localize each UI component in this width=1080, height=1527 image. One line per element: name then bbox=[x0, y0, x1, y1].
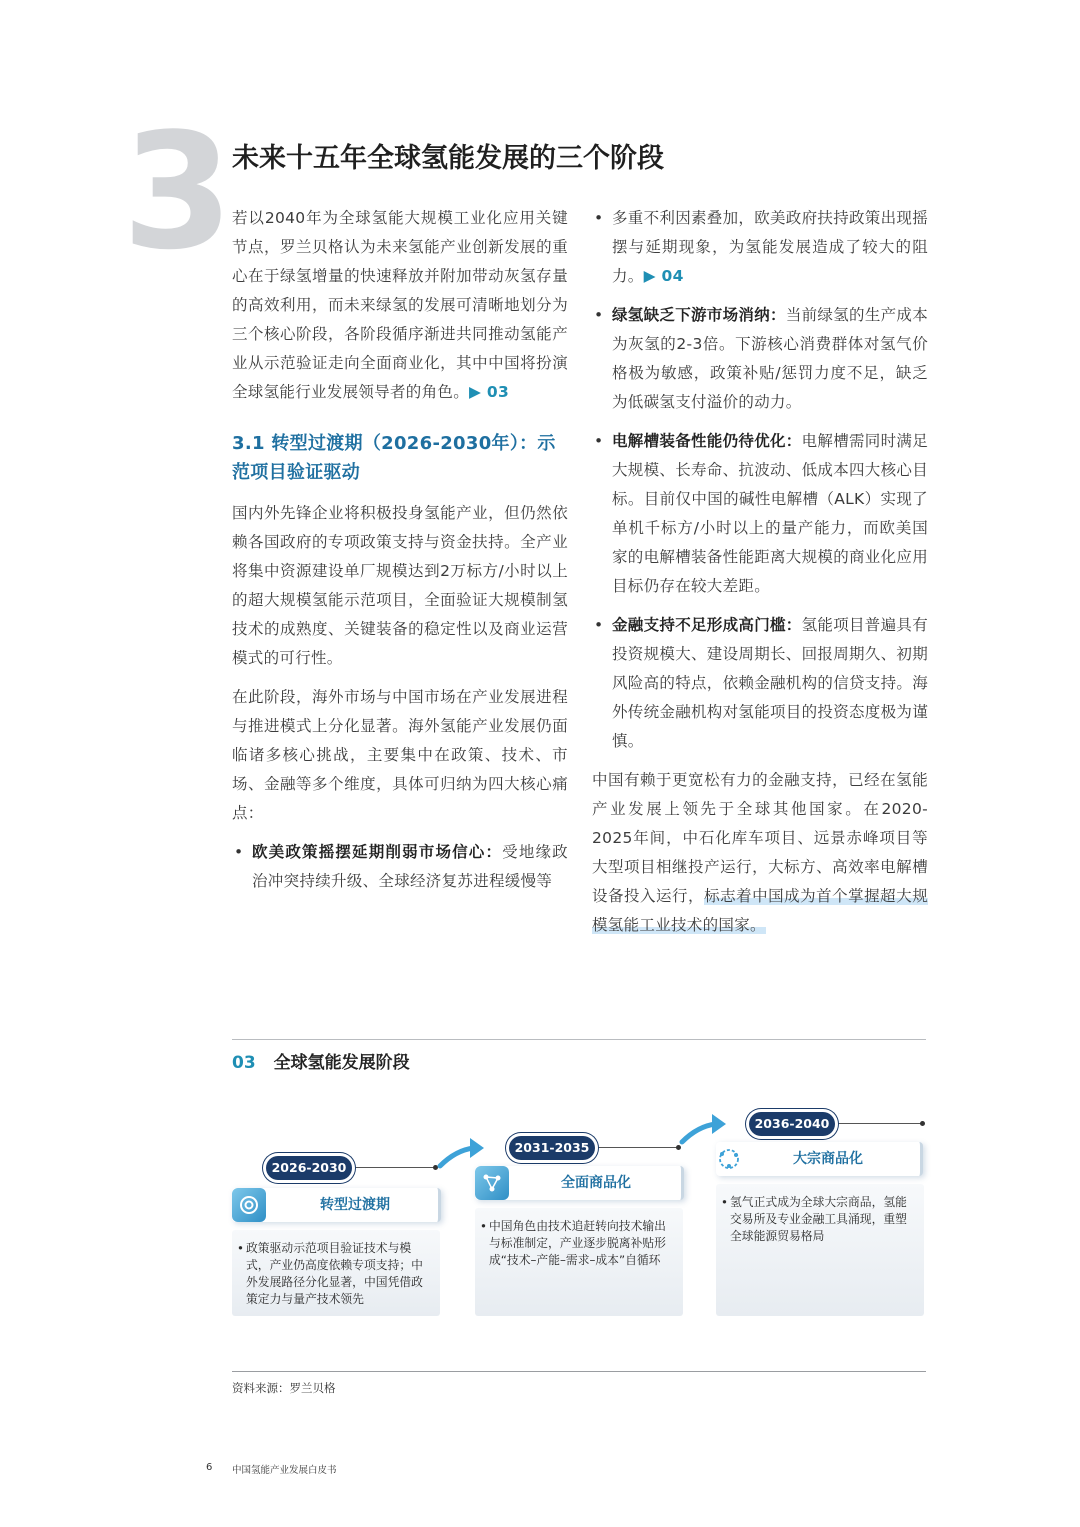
right-column bbox=[592, 204, 928, 950]
target-icon bbox=[232, 1188, 266, 1222]
stage-name: 转型过渡期 bbox=[320, 1197, 390, 1213]
figure-source: 资料来源：罗兰贝格 bbox=[232, 1381, 336, 1395]
intro-paragraph bbox=[232, 204, 568, 407]
stage-description-box bbox=[475, 1208, 683, 1316]
stage-line bbox=[345, 1167, 435, 1168]
figure-ref-03[interactable]: ▶ 03 bbox=[469, 383, 510, 401]
bullet-item bbox=[592, 611, 928, 756]
bullet-item bbox=[592, 427, 928, 601]
stage-header bbox=[716, 1142, 923, 1176]
stage-year-pill: 2036-2040 bbox=[749, 1112, 835, 1136]
globe-nodes-icon bbox=[712, 1142, 746, 1176]
bullet-text: 氢能项目普遍具有投资规模大、建设周期长、回报周期久、初期风险高的特点，依赖金融机构的信贷支持。海外传统金融机构对氢能项目的投资态度极为谨慎。 bbox=[612, 616, 929, 750]
page-number: 6 bbox=[206, 1462, 213, 1473]
arrow-icon bbox=[678, 1112, 728, 1146]
subsection-heading: 3.1 转型过渡期（2026-2030年）：示范项目验证驱动 bbox=[232, 433, 556, 483]
page-title: 未来十五年全球氢能发展的三个阶段 bbox=[232, 143, 664, 174]
figure-number: 03 bbox=[232, 1053, 256, 1073]
stage-description: • 中国角色由技术追赶转向技术输出与标准制定，产业逐步脱离补贴形成“技术–产能–需求–成本”自循环 bbox=[489, 1218, 671, 1269]
figure-heading bbox=[232, 1048, 410, 1073]
bullet-text: 受地缘政治冲突持续升级、全球经济复苏进程缓慢等 bbox=[252, 843, 568, 890]
bullet-item bbox=[232, 838, 568, 896]
stage-line bbox=[832, 1123, 922, 1124]
paragraph: 在此阶段，海外市场与中国市场在产业发展进程与推进模式上分化显著。海外氢能产业发展仍面临诸多核心挑战，主要集中在政策、技术、市场、金融等多个维度，具体可归纳为四大核心痛点： bbox=[232, 688, 568, 822]
stage-name: 大宗商品化 bbox=[793, 1151, 863, 1167]
figure-ref-04[interactable]: ▶ 04 bbox=[643, 267, 684, 285]
stage-description: • 政策驱动示范项目验证技术与模式，产业仍高度依赖专项支持；中外发展路径分化显著，中国凭借政策定力与量产技术领先 bbox=[246, 1240, 428, 1308]
figure-title: 全球氢能发展阶段 bbox=[273, 1053, 410, 1073]
network-icon bbox=[475, 1166, 509, 1200]
section-number: 3 bbox=[122, 98, 234, 285]
closing-text: 中国有赖于更宽松有力的金融支持，已经在氢能产业发展上领先于全球其他国家。在2020-2025年间，中石化库车项目、远景赤峰项目等大型项目相继投产运行，大标方、高效率电解槽设备投入运行， bbox=[592, 771, 928, 905]
intro-text: 若以2040年为全球氢能大规模工业化应用关键节点，罗兰贝格认为未来氢能产业创新发展的重心在于绿氢增量的快速释放并附加带动灰氢存量的高效利用，而未来绿氢的发展可清晰地划分为三个核心阶段，各阶段循序渐进共同推动氢能产业从示范验证走向全面商业化，其中中国将扮演全球氢能行业发展领导者的角色。 bbox=[232, 209, 568, 401]
paragraph: 国内外先锋企业将积极投身氢能产业，但仍然依赖各国政府的专项政策支持与资金扶持。全产业将集中资源建设单厂规模达到2万标方/小时以上的超大规模氢能示范项目，全面验证大规模制氢技术的成熟度、关键装备的稳定性以及商业运营模式的可行性。 bbox=[232, 504, 568, 667]
stage-year-pill: 2026-2030 bbox=[266, 1156, 352, 1180]
bullet-text: 当前绿氢的生产成本为灰氢的2-3倍。下游核心消费群体对氢气价格极为敏感，政策补贴/惩罚力度不足，缺乏为低碳氢支付溢价的动力。 bbox=[612, 306, 929, 411]
highlighted-text: 标志着中国成为首个掌握超大规模氢能工业技术的国家。 bbox=[592, 887, 929, 934]
figure-bottom-rule bbox=[232, 1371, 926, 1372]
left-column bbox=[232, 204, 568, 906]
bullet-text: 电解槽需同时满足大规模、长寿命、抗波动、低成本四大核心目标。目前仅中国的碱性电解槽（ALK）实现了单机千标方/小时以上的量产能力，而欧美国家的电解槽装备性能距离大规模的商业化应用目标仍存在较大差距。 bbox=[612, 432, 929, 595]
bullet-title: 绿氢缺乏下游市场消纳： bbox=[612, 306, 786, 324]
bullet-title: 欧美政策摇摆延期削弱市场信心： bbox=[252, 843, 503, 861]
closing-paragraph bbox=[592, 766, 928, 940]
stage-name: 全面商品化 bbox=[561, 1175, 631, 1191]
stage-description-box bbox=[716, 1184, 924, 1316]
bullet-item bbox=[592, 301, 928, 417]
figure-top-rule bbox=[232, 1039, 926, 1040]
footer-title: 中国氢能产业发展白皮书 bbox=[232, 1465, 337, 1476]
stage-description: • 氢气正式成为全球大宗商品，氢能交易所及专业金融工具涌现，重塑全球能源贸易格局 bbox=[730, 1194, 912, 1245]
stage-line bbox=[588, 1147, 678, 1148]
bullet-text: 多重不利因素叠加，欧美政府扶持政策出现摇摆与延期现象，为氢能发展造成了较大的阻力。 bbox=[612, 209, 929, 285]
bullet-continuation bbox=[592, 204, 928, 291]
stage-description-box bbox=[232, 1230, 440, 1316]
bullet-title: 金融支持不足形成高门槛： bbox=[612, 616, 802, 634]
arrow-icon bbox=[436, 1136, 486, 1170]
bullet-title: 电解槽装备性能仍待优化： bbox=[612, 432, 802, 450]
stage-line-dot bbox=[920, 1121, 925, 1126]
stage-year-pill: 2031-2035 bbox=[509, 1136, 595, 1160]
